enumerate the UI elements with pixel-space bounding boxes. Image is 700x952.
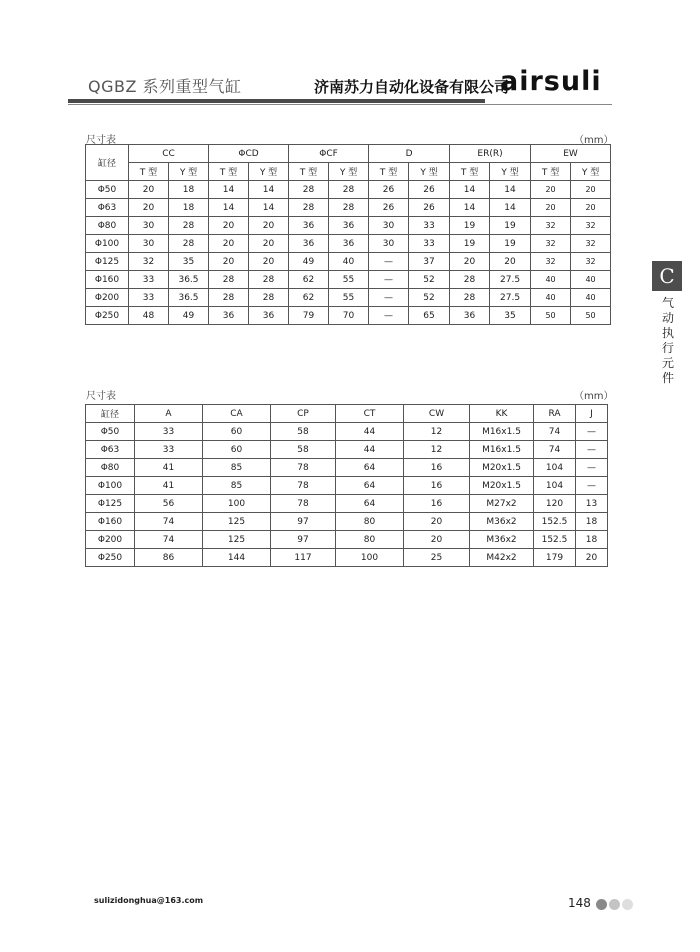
value-cell: 32 (129, 253, 169, 271)
value-cell: 85 (203, 477, 271, 495)
type-subheader-cell: Y 型 (169, 163, 209, 181)
value-cell: 78 (271, 495, 336, 513)
value-cell: 28 (249, 289, 289, 307)
value-cell: — (369, 289, 409, 307)
value-cell: 20 (129, 181, 169, 199)
table1-unit-label: （mm） (574, 135, 614, 146)
type-subheader-cell: T 型 (209, 163, 249, 181)
value-cell: 74 (135, 531, 203, 549)
column-header-cell: CT (336, 405, 404, 423)
value-cell: 60 (203, 423, 271, 441)
column-header-cell: CA (203, 405, 271, 423)
value-cell: 32 (571, 217, 611, 235)
dimension-table-1 (85, 144, 611, 325)
value-cell: — (369, 307, 409, 325)
value-cell: 55 (329, 289, 369, 307)
column-header-cell: RA (534, 405, 576, 423)
table-row (86, 531, 608, 549)
value-cell: — (576, 459, 608, 477)
bore-header-cell: 缸径 (86, 145, 129, 181)
table-row (86, 423, 608, 441)
value-cell: 20 (490, 253, 531, 271)
bore-cell: Φ250 (86, 307, 129, 325)
value-cell: 16 (404, 495, 470, 513)
value-cell: 117 (271, 549, 336, 567)
value-cell: 64 (336, 477, 404, 495)
value-cell: 40 (329, 253, 369, 271)
value-cell: 18 (169, 199, 209, 217)
chapter-tab-title: 气动执行元件 (661, 296, 674, 385)
type-subheader-cell: T 型 (450, 163, 490, 181)
table-row (86, 217, 611, 235)
table-row (86, 549, 608, 567)
value-cell: 27.5 (490, 289, 531, 307)
value-cell: 20 (531, 199, 571, 217)
column-header-cell: CW (404, 405, 470, 423)
value-cell: 19 (450, 217, 490, 235)
value-cell: 120 (534, 495, 576, 513)
value-cell: 18 (169, 181, 209, 199)
bore-cell: Φ160 (86, 271, 129, 289)
value-cell: 40 (571, 271, 611, 289)
value-cell: — (576, 477, 608, 495)
value-cell: 26 (369, 181, 409, 199)
company-name: 济南苏力自动化设备有限公司 (314, 78, 510, 96)
value-cell: 16 (404, 459, 470, 477)
type-subheader-cell: T 型 (369, 163, 409, 181)
value-cell: 33 (135, 441, 203, 459)
value-cell: 33 (129, 271, 169, 289)
value-cell: — (576, 441, 608, 459)
value-cell: 20 (249, 235, 289, 253)
value-cell: — (369, 253, 409, 271)
footer-email: sulizidonghua@163.com (94, 896, 204, 905)
bore-cell: Φ100 (86, 477, 135, 495)
group-header-cell: CC (129, 145, 209, 163)
value-cell: 79 (289, 307, 329, 325)
brand-logo-text: airsuli (500, 66, 602, 97)
group-header-cell: EW (531, 145, 611, 163)
value-cell: 20 (576, 549, 608, 567)
value-cell: 12 (404, 441, 470, 459)
value-cell: M27x2 (470, 495, 534, 513)
table-row (86, 459, 608, 477)
header-rule-thin (68, 104, 612, 105)
value-cell: 40 (531, 271, 571, 289)
value-cell: 35 (490, 307, 531, 325)
value-cell: 36 (450, 307, 490, 325)
value-cell: 36 (289, 235, 329, 253)
value-cell: 32 (571, 253, 611, 271)
value-cell: 40 (531, 289, 571, 307)
value-cell: 18 (576, 513, 608, 531)
type-subheader-cell: Y 型 (329, 163, 369, 181)
value-cell: 37 (409, 253, 450, 271)
table-row (86, 307, 611, 325)
value-cell: M20x1.5 (470, 459, 534, 477)
bore-cell: Φ50 (86, 181, 129, 199)
value-cell: 27.5 (490, 271, 531, 289)
value-cell: 36 (249, 307, 289, 325)
value-cell: 49 (289, 253, 329, 271)
bore-cell: Φ125 (86, 495, 135, 513)
value-cell: 13 (576, 495, 608, 513)
value-cell: 58 (271, 423, 336, 441)
value-cell: 14 (209, 199, 249, 217)
value-cell: 144 (203, 549, 271, 567)
table1-section-label: 尺寸表 (86, 135, 116, 146)
value-cell: 14 (249, 199, 289, 217)
value-cell: 33 (129, 289, 169, 307)
value-cell: 28 (329, 199, 369, 217)
value-cell: 12 (404, 423, 470, 441)
value-cell: 20 (249, 253, 289, 271)
value-cell: 33 (409, 217, 450, 235)
page-header-title: QGBZ 系列重型气缸 (88, 77, 242, 96)
value-cell: 20 (209, 217, 249, 235)
value-cell: 20 (249, 217, 289, 235)
bore-cell: Φ250 (86, 549, 135, 567)
value-cell: 20 (129, 199, 169, 217)
bore-cell: Φ80 (86, 217, 129, 235)
column-header-cell: KK (470, 405, 534, 423)
value-cell: 14 (209, 181, 249, 199)
page-dot-2 (609, 899, 620, 910)
value-cell: 28 (450, 289, 490, 307)
value-cell: M36x2 (470, 513, 534, 531)
value-cell: 28 (169, 235, 209, 253)
value-cell: 16 (404, 477, 470, 495)
type-subheader-cell: Y 型 (249, 163, 289, 181)
value-cell: 62 (289, 289, 329, 307)
group-header-cell: D (369, 145, 450, 163)
value-cell: 28 (209, 289, 249, 307)
value-cell: 36 (329, 235, 369, 253)
value-cell: M20x1.5 (470, 477, 534, 495)
table2-section-label: 尺寸表 (86, 391, 116, 402)
value-cell: 19 (490, 217, 531, 235)
bore-cell: Φ50 (86, 423, 135, 441)
value-cell: 60 (203, 441, 271, 459)
column-header-cell: A (135, 405, 203, 423)
table-row (86, 513, 608, 531)
value-cell: 44 (336, 441, 404, 459)
group-header-cell: ΦCD (209, 145, 289, 163)
value-cell: 44 (336, 423, 404, 441)
group-header-cell: ER(R) (450, 145, 531, 163)
bore-cell: Φ160 (86, 513, 135, 531)
value-cell: 33 (135, 423, 203, 441)
value-cell: 80 (336, 531, 404, 549)
value-cell: 55 (329, 271, 369, 289)
value-cell: 28 (249, 271, 289, 289)
type-subheader-cell: T 型 (129, 163, 169, 181)
group-header-cell: ΦCF (289, 145, 369, 163)
value-cell: 36 (289, 217, 329, 235)
value-cell: 28 (289, 199, 329, 217)
value-cell: 50 (571, 307, 611, 325)
table-row (86, 477, 608, 495)
dimension-table-2 (85, 404, 608, 567)
value-cell: 97 (271, 531, 336, 549)
value-cell: 19 (450, 235, 490, 253)
value-cell: 97 (271, 513, 336, 531)
value-cell: 28 (169, 217, 209, 235)
value-cell: 50 (531, 307, 571, 325)
value-cell: 32 (531, 217, 571, 235)
value-cell: M16x1.5 (470, 423, 534, 441)
value-cell: 62 (289, 271, 329, 289)
bore-cell: Φ63 (86, 441, 135, 459)
table-row (86, 199, 611, 217)
value-cell: 74 (135, 513, 203, 531)
value-cell: 179 (534, 549, 576, 567)
type-subheader-cell: Y 型 (571, 163, 611, 181)
value-cell: 125 (203, 531, 271, 549)
bore-cell: Φ80 (86, 459, 135, 477)
type-subheader-cell: Y 型 (409, 163, 450, 181)
bore-cell: Φ63 (86, 199, 129, 217)
value-cell: — (576, 423, 608, 441)
value-cell: 80 (336, 513, 404, 531)
table-row (86, 253, 611, 271)
bore-cell: Φ200 (86, 289, 129, 307)
column-header-cell: CP (271, 405, 336, 423)
value-cell: 20 (209, 253, 249, 271)
value-cell: 18 (576, 531, 608, 549)
table-row (86, 235, 611, 253)
chapter-tab-letter: C (652, 261, 682, 291)
table2-header-row (86, 405, 608, 423)
value-cell: 14 (490, 181, 531, 199)
value-cell: 52 (409, 271, 450, 289)
value-cell: 100 (336, 549, 404, 567)
value-cell: 25 (404, 549, 470, 567)
value-cell: 41 (135, 459, 203, 477)
value-cell: 152.5 (534, 513, 576, 531)
value-cell: 78 (271, 477, 336, 495)
value-cell: 36 (329, 217, 369, 235)
bore-cell: Φ100 (86, 235, 129, 253)
value-cell: 26 (369, 199, 409, 217)
value-cell: 86 (135, 549, 203, 567)
value-cell: 30 (369, 235, 409, 253)
type-subheader-cell: Y 型 (490, 163, 531, 181)
value-cell: 30 (129, 235, 169, 253)
header-rule-thick (68, 99, 485, 103)
value-cell: 125 (203, 513, 271, 531)
value-cell: 64 (336, 459, 404, 477)
value-cell: 104 (534, 459, 576, 477)
value-cell: 20 (404, 513, 470, 531)
value-cell: 58 (271, 441, 336, 459)
value-cell: 20 (531, 181, 571, 199)
value-cell: 20 (450, 253, 490, 271)
value-cell: 78 (271, 459, 336, 477)
value-cell: 36.5 (169, 289, 209, 307)
type-subheader-cell: T 型 (289, 163, 329, 181)
value-cell: 14 (450, 199, 490, 217)
value-cell: 52 (409, 289, 450, 307)
value-cell: 28 (329, 181, 369, 199)
value-cell: 85 (203, 459, 271, 477)
table-row (86, 181, 611, 199)
value-cell: 32 (531, 235, 571, 253)
page-dot-3 (622, 899, 633, 910)
table2-unit-label: （mm） (574, 391, 614, 402)
value-cell: 35 (169, 253, 209, 271)
value-cell: 104 (534, 477, 576, 495)
value-cell: 20 (404, 531, 470, 549)
value-cell: 32 (531, 253, 571, 271)
value-cell: 14 (450, 181, 490, 199)
value-cell: 20 (571, 199, 611, 217)
bore-cell: Φ200 (86, 531, 135, 549)
value-cell: — (369, 271, 409, 289)
value-cell: 33 (409, 235, 450, 253)
value-cell: 19 (490, 235, 531, 253)
value-cell: 36 (209, 307, 249, 325)
value-cell: 26 (409, 181, 450, 199)
value-cell: 65 (409, 307, 450, 325)
value-cell: 48 (129, 307, 169, 325)
value-cell: 74 (534, 441, 576, 459)
value-cell: 152.5 (534, 531, 576, 549)
type-subheader-cell: T 型 (531, 163, 571, 181)
value-cell: 56 (135, 495, 203, 513)
value-cell: 20 (571, 181, 611, 199)
value-cell: 20 (209, 235, 249, 253)
value-cell: 36.5 (169, 271, 209, 289)
table-row (86, 289, 611, 307)
column-header-cell: J (576, 405, 608, 423)
table-row (86, 495, 608, 513)
value-cell: 28 (209, 271, 249, 289)
value-cell: 14 (249, 181, 289, 199)
value-cell: 64 (336, 495, 404, 513)
value-cell: 49 (169, 307, 209, 325)
table-row (86, 271, 611, 289)
value-cell: 41 (135, 477, 203, 495)
column-header-cell: 缸径 (86, 405, 135, 423)
value-cell: M36x2 (470, 531, 534, 549)
value-cell: M42x2 (470, 549, 534, 567)
table1-subheader-row (86, 163, 611, 181)
page-dot-1 (596, 899, 607, 910)
value-cell: M16x1.5 (470, 441, 534, 459)
value-cell: 40 (571, 289, 611, 307)
table-row (86, 441, 608, 459)
value-cell: 14 (490, 199, 531, 217)
value-cell: 28 (450, 271, 490, 289)
page-number: 148 (568, 896, 591, 910)
value-cell: 74 (534, 423, 576, 441)
value-cell: 28 (289, 181, 329, 199)
value-cell: 70 (329, 307, 369, 325)
value-cell: 30 (129, 217, 169, 235)
table1-header-row (86, 145, 611, 163)
bore-cell: Φ125 (86, 253, 129, 271)
value-cell: 100 (203, 495, 271, 513)
value-cell: 32 (571, 235, 611, 253)
value-cell: 26 (409, 199, 450, 217)
value-cell: 30 (369, 217, 409, 235)
